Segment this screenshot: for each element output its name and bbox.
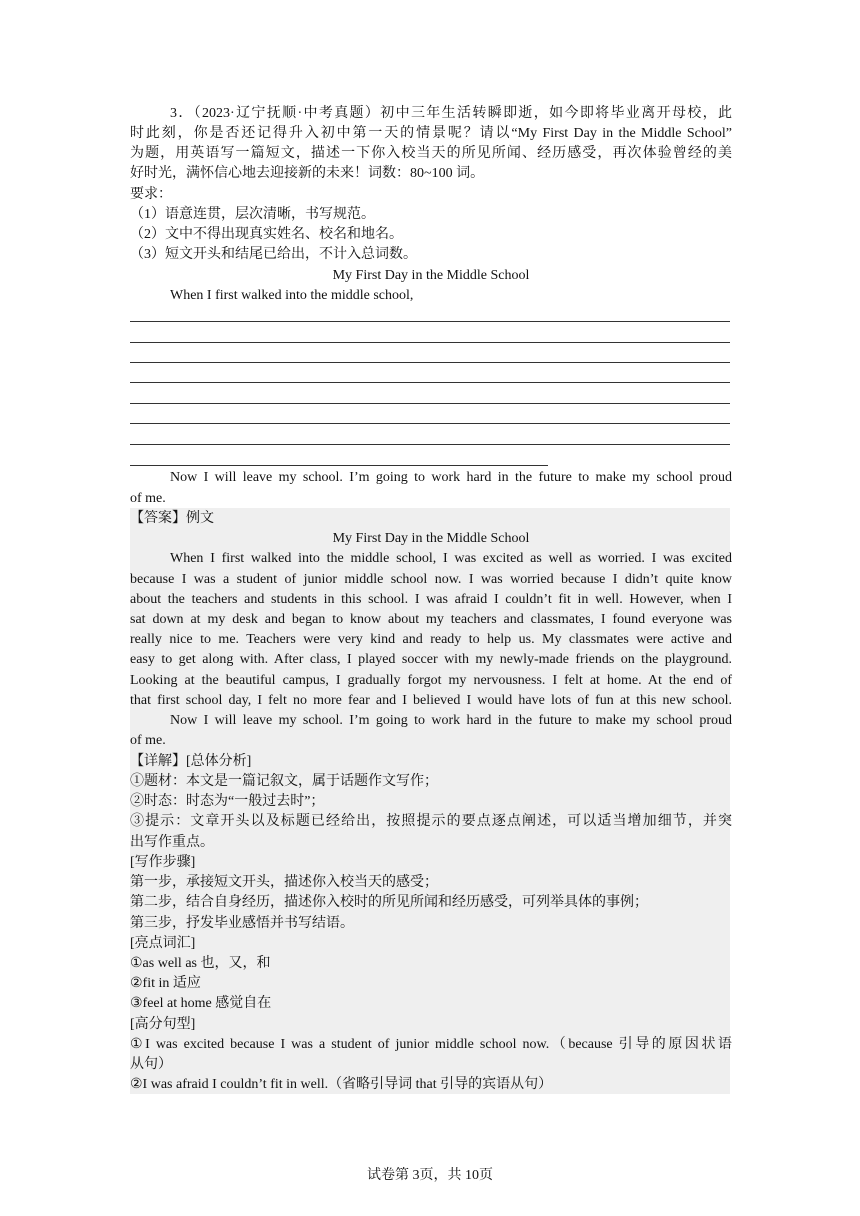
question-line-1: 3．（2023·辽宁抚顺·中考真题）初中三年生活转瞬即逝，如今即将毕业离开母校，此: [170, 106, 732, 121]
writing-blank-line[interactable]: [130, 382, 730, 383]
requirement-2: （2）文中不得出现真实姓名、校名和地名。: [130, 227, 403, 242]
writing-blank-line[interactable]: [130, 403, 730, 404]
step-2: 第二步，结合自身经历，描述你入校时的所见所闻和经历感受，可列举具体的事例；: [130, 895, 648, 910]
answer-line-7: Looking at the beautiful campus, I gradually forgot my nervousness. I felt at home. At the end of: [130, 673, 732, 688]
answer-line-5: really nice to me. Teachers were very kind and ready to help us. My classmates were active and: [130, 632, 732, 647]
sentence-1: ①I was excited because I was a student of junior middle school now.（because 引导的原因状语: [130, 1037, 732, 1052]
sentence-2: ②I was afraid I couldn’t fit in well.（省略引导词 that 引导的宾语从句）: [130, 1077, 553, 1092]
essay-closing-line-2: of me.: [130, 491, 166, 506]
question-line-4: 好时光，满怀信心地去迎接新的未来！词数：80~100 词。: [130, 166, 485, 181]
sentence-label: [高分句型]: [130, 1017, 196, 1032]
essay-closing-line-1: Now I will leave my school. I’m going to work hard in the future to make my school proud: [170, 470, 732, 485]
answer-title: My First Day in the Middle School: [332, 531, 530, 546]
requirements-title: 要求：: [130, 187, 172, 202]
answer-closing-line-2: of me.: [130, 733, 166, 748]
essay-title: My First Day in the Middle School: [332, 268, 530, 283]
writing-blank-line[interactable]: [130, 342, 730, 343]
writing-blank-line[interactable]: [130, 444, 730, 445]
question-line-3: 为题，用英语写一篇短文，描述一下你入校当天的所见所闻、经历感受，再次体验曾经的美: [130, 146, 732, 161]
analysis-item-2: ②时态：时态为“一般过去时”；: [130, 794, 325, 809]
writing-blank-line[interactable]: [130, 362, 730, 363]
analysis-label: 【详解】[总体分析]: [130, 754, 252, 769]
step-1: 第一步，承接短文开头，描述你入校当天的感受；: [130, 875, 438, 890]
step-3: 第三步，抒发毕业感悟并书写结语。: [130, 916, 354, 931]
answer-label: 【答案】例文: [130, 511, 214, 526]
answer-line-6: easy to get along with. After class, I played soccer with my newly-made friends on the playground.: [130, 652, 732, 667]
answer-line-4: sat down at my desk and began to know about my teachers and classmates, I found everyone was: [130, 612, 732, 627]
vocab-1: ①as well as 也，又，和: [130, 956, 271, 971]
answer-line-3: about the teachers and students in this school. I was afraid I couldn’t fit in well. However, when I: [130, 592, 732, 607]
requirement-3: （3）短文开头和结尾已给出，不计入总词数。: [130, 247, 417, 262]
analysis-item-3-cont: 出写作重点。: [130, 835, 214, 850]
answer-line-8: that first school day, I felt no more fear and I believed I would have lots of fun at this new school.: [130, 693, 732, 708]
vocab-2: ②fit in 适应: [130, 976, 201, 991]
page-footer: 试卷第 3页，共 10页: [367, 1168, 493, 1183]
vocab-label: [亮点词汇]: [130, 936, 196, 951]
steps-label: [写作步骤]: [130, 855, 196, 870]
requirement-1: （1）语意连贯，层次清晰，书写规范。: [130, 207, 375, 222]
answer-line-2: because I was a student of junior middle school now. I was worried because I didn’t quite know: [130, 572, 732, 587]
analysis-item-1: ①题材：本文是一篇记叙文，属于话题作文写作；: [130, 774, 438, 789]
writing-blank-line-short[interactable]: [130, 465, 548, 466]
analysis-item-3: ③提示：文章开头以及标题已经给出，按照提示的要点逐点阐述，可以适当增加细节，并突: [130, 814, 732, 829]
vocab-3: ③feel at home 感觉自在: [130, 996, 272, 1011]
writing-blank-line[interactable]: [130, 423, 730, 424]
answer-closing-line-1: Now I will leave my school. I’m going to work hard in the future to make my school proud: [170, 713, 732, 728]
writing-blank-line[interactable]: [130, 321, 730, 322]
sentence-1-cont: 从句）: [130, 1057, 172, 1072]
question-line-2: 时此刻，你是否还记得升入初中第一天的情景呢？请以“My First Day in the Middle School”: [130, 126, 732, 141]
answer-line-1: When I first walked into the middle school, I was excited as well as worried. I was excited: [170, 551, 732, 566]
essay-opening: When I first walked into the middle school,: [170, 288, 414, 303]
